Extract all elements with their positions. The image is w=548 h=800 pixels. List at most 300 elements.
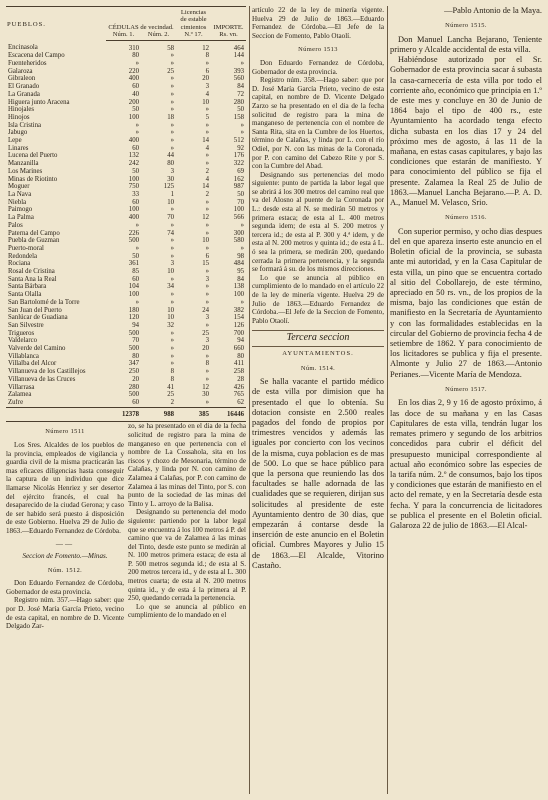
town-name-cell: Paimogo [8,206,33,214]
value-cell: 220 [128,67,139,75]
table-row [6,122,246,130]
value-cell: 34 [167,283,174,291]
value-cell: » [205,106,209,114]
value-cell: » [135,221,139,229]
value-cell: 411 [234,360,244,368]
separator: —— [55,539,75,548]
value-cell: 4 [205,90,209,98]
value-cell: » [205,229,209,237]
town-name-cell: Galaroza [8,67,33,75]
value-cell: » [205,244,209,252]
value-cell: » [205,268,209,276]
value-cell: » [240,121,244,129]
value-cell: 60 [132,144,139,152]
town-name-cell: Jabugo [8,129,28,137]
value-cell: 30 [167,175,174,183]
town-name-cell: San Silvestre [8,321,44,329]
value-cell: 132 [128,152,139,160]
value-cell: 3 [205,314,209,322]
value-cell: 4 [205,175,209,183]
table-row [6,268,246,276]
value-cell: 500 [128,345,139,353]
value-cell: » [170,237,174,245]
town-name-cell: Hinojales [8,106,35,114]
value-cell: 8 [170,368,174,376]
value-cell: » [170,137,174,145]
notice-number: Número 1513 [298,46,338,54]
town-name-cell: Puebla de Guzman [8,237,60,245]
town-name-cell: Valdelarco [8,337,38,345]
totals-row [6,407,246,422]
value-cell: 158 [233,113,244,121]
value-cell: 50 [237,190,244,198]
value-cell: 100 [128,206,139,214]
value-cell: 94 [237,337,244,345]
value-cell: 400 [128,75,139,83]
table-row [6,83,246,91]
value-cell: 70 [167,214,174,222]
value-cell: 85 [132,268,139,276]
value-cell: 18 [167,113,174,121]
value-cell: » [205,375,209,383]
total-cell: 16446 [211,407,246,422]
value-cell: » [170,206,174,214]
value-cell: 180 [128,306,139,314]
value-cell: » [240,129,244,137]
town-name-cell: Zufre [8,398,24,406]
value-cell: 80 [167,160,174,168]
value-cell: » [205,398,209,406]
value-cell: 60 [132,398,139,406]
value-cell: 44 [167,152,174,160]
header-cedulas: CÉDULAS de vecindad. [106,7,176,32]
value-cell: 250 [128,368,139,376]
table-row [6,307,246,315]
value-cell: » [170,329,174,337]
town-name-cell: Villarrasa [8,383,35,391]
table-row [6,137,246,145]
value-cell: » [170,275,174,283]
subcolumn-b [128,422,246,630]
total-cell: 988 [141,407,176,422]
table-row [6,337,246,345]
table-row [6,91,246,99]
column-middle [252,6,384,796]
town-name-cell: Lucena del Puerto [8,152,58,160]
table-row [6,322,246,330]
value-cell: 98 [237,252,244,260]
value-cell: 464 [233,44,244,52]
town-name-cell: Sanlúcar de Guadiana [8,314,68,322]
value-cell: 80 [237,352,244,360]
town-name-cell: San Bartolomé de la Torre [8,298,80,306]
value-cell: 162 [233,175,244,183]
value-cell: 30 [202,391,209,399]
table-row [6,353,246,361]
value-cell: 100 [233,291,244,299]
value-cell: 566 [233,214,244,222]
table-row [6,376,246,384]
value-cell: » [205,291,209,299]
table-row [6,60,246,68]
value-cell: 20 [202,345,209,353]
value-cell: 6 [205,67,209,75]
value-cell: 393 [233,67,244,75]
notice-text: Don Eduardo Fernandez de Córdoba, Gobernador de esta provincia. [6,579,124,596]
value-cell: 80 [132,52,139,60]
value-cell: 176 [233,152,244,160]
table-row [6,114,246,122]
table-row [6,129,246,137]
town-name-cell: Lepe [8,137,22,145]
table-row [6,391,246,399]
value-cell: 60 [132,275,139,283]
table-row [6,291,246,299]
value-cell: 84 [237,275,244,283]
value-cell: » [170,98,174,106]
value-cell: 226 [128,229,139,237]
table-row [6,360,246,368]
value-cell: » [205,121,209,129]
value-cell: 50 [132,106,139,114]
notice-text: Habiéndose autorizado por el Sr. Gobernador de esta provincia sacar á subasta la casa-carnecería de esta villa por todo el corriente año, económico que principia en 1.º de este mes y concluye en 30 de Junio de 1864 bajo el tipo de 400 rs., este Ayuntamiento ha acordado tenga efecto dicha subasta en los dias 17 y 24 del próximo mes de agosto, á las 11 de la mañana, en estas casas capitulares, y bajo las condiciones que estarán de manifiesto. Y para conocimiento del público se fija el presente. Zalamea la Real 25 de Julio de 1863.—Manuel Lancha Bejarano.—P. A. D. A., Manuel M. Velasco, Srio. [390,55,542,208]
value-cell: 5 [205,113,209,121]
value-cell: 382 [233,306,244,314]
town-name-cell: Escacena del Campo [8,52,65,60]
section-title: Tercera seccion [252,330,384,347]
town-name-cell: El Granado [8,83,40,91]
value-cell: 80 [132,352,139,360]
value-cell: 100 [233,206,244,214]
left-subcolumns [6,422,246,630]
town-name-cell: Minas de Riotinto [8,175,58,183]
section-heading: Seccion de Fomento.—Minas. [22,552,108,561]
value-cell: 258 [233,368,244,376]
table-row [6,68,246,76]
value-cell: 10 [167,198,174,206]
town-name-cell: Niebla [8,198,27,206]
notice-number: Número 1516. [445,214,487,222]
value-cell: 12 [202,214,209,222]
value-cell: 28 [237,375,244,383]
notice-text: Registro núm. 357.—Hago saber: que por D. José María García Prieto, vecino de esta capital, en nombre de D. Vicente Delgado Zar- [6,596,124,631]
value-cell: 20 [202,75,209,83]
value-cell: » [240,221,244,229]
value-cell: » [240,244,244,252]
value-cell: 500 [128,391,139,399]
header-rs-vn: Rs. vn. [211,31,246,40]
town-name-cell: Santa Olalla [8,291,42,299]
table-row [6,222,246,230]
town-name-cell: Moguer [8,183,30,191]
town-name-cell: Manzanilla [8,160,39,168]
value-cell: » [135,129,139,137]
notice-text: Lo que se anuncia al público en cumplimiento de lo mandado en el artículo 22 de la ley de minería vigente. Huelva 29 de Julio de 1863.—Eduardo Fernandez de Córdoba.—El Jefe de la Seccion de Fomento, Pablo Otaolí. [252,273,384,325]
town-name-cell: Puerto-moral [8,244,44,252]
town-name-cell: Palos [8,221,23,229]
value-cell: 60 [132,83,139,91]
column-left [6,6,246,796]
value-cell: 10 [167,314,174,322]
value-cell: 400 [128,137,139,145]
value-cell: 750 [128,183,139,191]
table-row [6,206,246,214]
value-cell: 62 [237,398,244,406]
value-cell: » [205,206,209,214]
value-cell: » [205,321,209,329]
town-name-cell: Villablanca [8,352,39,360]
town-name-cell: Zalamea [8,391,32,399]
value-cell: » [135,121,139,129]
value-cell: 74 [167,229,174,237]
value-cell: » [205,298,209,306]
town-name-cell: La Palma [8,214,34,222]
table-row [6,276,246,284]
town-name-cell: Villalba del Alcor [8,360,57,368]
value-cell: 138 [233,283,244,291]
signature-line: —Pablo Antonio de la Maya. [444,6,542,15]
table-row [6,145,246,153]
value-cell: 280 [233,98,244,106]
value-cell: 12 [202,383,209,391]
value-cell: 560 [233,75,244,83]
notice-number: Número 1515. [445,22,487,30]
table-row [6,176,246,184]
town-name-cell: Isla Cristina [8,121,42,129]
value-cell: 3 [205,337,209,345]
value-cell: 120 [128,314,139,322]
notice-text: zo, se ha presentado en el dia de la fecha solicitud de registro para la mina de manganeso en que pertenencia con el nombre de La Cossahola, sita en los riscos y chozo de Mesonaria, término de Calañas, y linda por N. con camino de Zalamea á Calañas, por P. con camino de Zalamea á las minas del Tinto, por S. con punto de la sociedad de las minas del Tinto y L. arroyo de la Balisa. [128,422,246,508]
table-row [6,40,246,52]
table-row [6,191,246,199]
value-cell: 500 [128,329,139,337]
value-cell: » [170,129,174,137]
town-name-cell: Trigueros [8,329,35,337]
town-name-cell: Villanueva de los Castillejos [8,368,86,376]
value-cell: » [170,144,174,152]
notice-text: Don Eduardo Fernandez de Córdoba, Gobernador de esta provincia. [252,58,384,76]
table-row [6,368,246,376]
subcolumn-a [6,422,124,630]
value-cell: » [205,352,209,360]
town-name-cell: Gibraleon [8,75,36,83]
value-cell: 512 [233,137,244,145]
value-cell: 361 [128,260,139,268]
notice-text: Don Manuel Lancha Bejarano, Teniente primero y Alcalde accidental de esta villa. [390,34,542,54]
value-cell: » [170,90,174,98]
value-cell: 100 [128,175,139,183]
value-cell: » [170,345,174,353]
value-cell: 41 [167,383,174,391]
table-row [6,183,246,191]
value-cell: 8 [170,375,174,383]
value-cell: 70 [132,337,139,345]
total-cell: 385 [176,407,211,422]
value-cell: 60 [132,198,139,206]
value-cell: » [170,52,174,60]
table-row [6,245,246,253]
column-rule [249,6,250,794]
notice-number: Núm. 1512. [47,566,83,574]
value-cell: 125 [163,183,174,191]
value-cell: 40 [132,90,139,98]
notice-text: Los Sres. Alcaldes de los pueblos de la provincia, empleados de vigilancia y guardia civil de la misma practicarán las mas eficaces diligencias hasta conseguir la captura de un individuo que dice llamarse Nicolás Henriez y ser desertor del ejército francés, el cual ha desaparecido de la ciudad Gerona; y caso de ser habido será puesto á disposición de este Gobierno. Huelva 29 de Julio de 1863.—Eduardo Fernandez de Córdoba. [6,440,124,535]
value-cell: » [205,283,209,291]
notice-text: artículo 22 de la ley de minería vigente. Huelva 29 de Julio de 1863.—Eduardo Fernandez de Córdoba.—El Jefe de la Seccion de Fomento, Pablo Otaolí. [252,6,384,40]
value-cell: 50 [132,167,139,175]
value-cell: 8 [205,360,209,368]
value-cell: 242 [128,160,139,168]
value-cell: 72 [237,90,244,98]
town-name-cell: Encinasola [8,44,38,52]
table-row [6,199,246,207]
value-cell: 322 [233,160,244,168]
value-cell: 24 [202,306,209,314]
value-cell: 484 [233,260,244,268]
value-cell: » [170,291,174,299]
notice-text: Registro núm. 358.—Hago saber: que por D. José María García Prieto, vecino de esta capital, en nombre de D. Vicente Delgado Zarzo se ha presentado en el dia de la fecha solicitud de registro para la mina de manganeso de pertenencia con el nombre de Santa Rita, sita en la Cumbre de los Huertos, término de Calañas, y linda por L. con el río Odiel, por N. con las minas de la Coronada, por P. con camino del Cabezo Rite y por S. con la Cumbre del Abad. [252,76,384,171]
town-name-cell: Higuera junto Aracena [8,98,70,106]
value-cell: 2 [205,190,209,198]
value-cell: » [170,252,174,260]
value-cell: 400 [128,214,139,222]
value-cell: 1 [170,190,174,198]
value-cell: 3 [170,167,174,175]
value-cell: 3 [205,275,209,283]
table-row [6,330,246,338]
notice-number: Núm. 1514. [300,364,336,372]
value-cell: 100 [128,291,139,299]
town-name-cell: La Nava [8,190,32,198]
notice-number: Número 1517. [445,385,487,393]
value-cell: » [205,368,209,376]
value-cell: 25 [167,67,174,75]
table-row [6,106,246,114]
value-cell: » [240,298,244,306]
value-cell: 200 [128,98,139,106]
town-name-cell: Los Marines [8,167,43,175]
value-cell: 144 [233,52,244,60]
town-name-cell: Villanueva de las Cruces [8,375,76,383]
table-row [6,230,246,238]
value-cell: 95 [237,268,244,276]
value-cell: 3 [205,83,209,91]
table-row [6,399,246,407]
value-cell: » [205,129,209,137]
table-row [6,237,246,245]
value-cell: 14 [202,137,209,145]
value-cell: 2 [170,398,174,406]
value-cell: 58 [167,44,174,52]
value-cell: 347 [128,360,139,368]
notice-number: Número 1511 [45,428,85,436]
value-cell: » [170,360,174,368]
value-cell: » [170,75,174,83]
value-cell: 25 [167,391,174,399]
value-cell: » [170,83,174,91]
value-cell: 50 [237,106,244,114]
town-name-cell: Redondela [8,252,38,260]
notice-text: Designando sus pertenencias del modo siguiente: punto de partida la labor legal que se abrirá á los 300 metros del camino real que va del Alosno al puente de la Coronada por L.: desde esta al N. se medirán 50 metros y primera estaca; de esta al L. 400 metros segunda idem; de esta al S. 200 metros y tercera id.; de esta al P. 300 y 4.ª idem, y de esta al N. 200 metros y quinta id.; de esta á L. ó sea la primera, se medirán 200, quedando cerrada la primera pertenencia, y la segunda se formará á su. de los mismos direcciones. [252,170,384,274]
notice-text: Designando su pertenencia del modo siguiente: partiendo por la labor legal que se encuentra á los 100 metros á P. del camino que va de Zalamea á las minas del Tinto, desde este punto se medirán al N. 100 metros primera estaca; de esta al P. 500 metros segunda id.; de esta al S. 200 metros tercera id., y de esta al L. 300 metros cuarta; de esta al N. 200 metros quinta id., y de esta á la primera al P. 250, quedando cerrada la pertenencia. [128,508,246,603]
table-row [6,75,246,83]
value-cell: » [170,352,174,360]
value-cell: » [170,121,174,129]
town-name-cell: La Granada [8,90,40,98]
value-cell: » [205,198,209,206]
value-cell: » [205,160,209,168]
value-cell: » [170,298,174,306]
table-row [6,214,246,222]
value-cell: » [135,244,139,252]
value-cell: 10 [167,268,174,276]
header-num2: Núm. 2. [141,31,176,40]
value-cell: 32 [167,321,174,329]
table-row [6,345,246,353]
table-row [6,283,246,291]
value-cell: 126 [233,321,244,329]
value-cell: 280 [128,383,139,391]
section-subtitle: AYUNTAMIENTOS. [282,349,354,357]
town-name-cell: San Juan del Puerto [8,306,62,314]
value-cell: 15 [202,260,209,268]
value-cell: » [205,152,209,160]
value-cell: 8 [205,52,209,60]
notice-text: Lo que se anuncia al público en cumplimiento de lo mandado en el [128,602,246,620]
value-cell: 69 [237,167,244,175]
value-cell: 10 [167,306,174,314]
value-cell: 20 [132,375,139,383]
value-cell: 10 [202,237,209,245]
value-cell: 3 [170,260,174,268]
value-cell: » [205,60,209,68]
value-cell: 25 [202,329,209,337]
total-cell [6,407,106,422]
value-cell: 660 [233,345,244,353]
table-row [6,253,246,261]
table-row [6,160,246,168]
table-row [6,99,246,107]
column-right [390,6,542,796]
value-cell: 50 [132,252,139,260]
table-row [6,152,246,160]
notice-text: Con superior permiso, y ocho dias despues del en que apareza inserto este anuncio en el Boletin oficial de la provincia, se subasta ante mi autoridad, y en la Casa Capitular de esta villa, un pino que se encuentra cortado al sitio del Cobollarejo, de este término, apreciado en 50 rs. vn., de los propios de la misma, bajo las condiciones que están de manifiesto en la Secretaría de Ayuntamiento y con las formalidades establecidas en la circular del Gobierno de provincia fecha 4 de setiembre de 1862. Y para conocimiento de los licitadores se publica y fija el presente. Almonte y Julio 27 de 1863.—Antonio Perianes.—Vicente María de Mendoza. [390,226,542,379]
value-cell: 70 [237,198,244,206]
value-cell: 14 [202,183,209,191]
value-cell: » [135,60,139,68]
column-rule [387,6,388,794]
value-cell: 700 [233,329,244,337]
value-cell: 580 [233,237,244,245]
value-cell: » [170,60,174,68]
header-num1: Núm. 1. [106,31,141,40]
value-cell: » [170,244,174,252]
town-name-cell: Valverde del Camino [8,345,66,353]
value-cell: 765 [233,391,244,399]
value-cell: 987 [233,183,244,191]
licenses-table [6,6,246,422]
value-cell: 154 [233,314,244,322]
value-cell: 100 [128,113,139,121]
value-cell: 500 [128,237,139,245]
town-name-cell: Fuenteheridos [8,60,47,68]
value-cell: 92 [237,144,244,152]
town-name-cell: Paterna del Campo [8,229,60,237]
header-n17: N.º 17. [176,31,211,40]
header-pueblos: PUEBLOS. [6,7,106,41]
value-cell: » [170,106,174,114]
value-cell: » [240,60,244,68]
